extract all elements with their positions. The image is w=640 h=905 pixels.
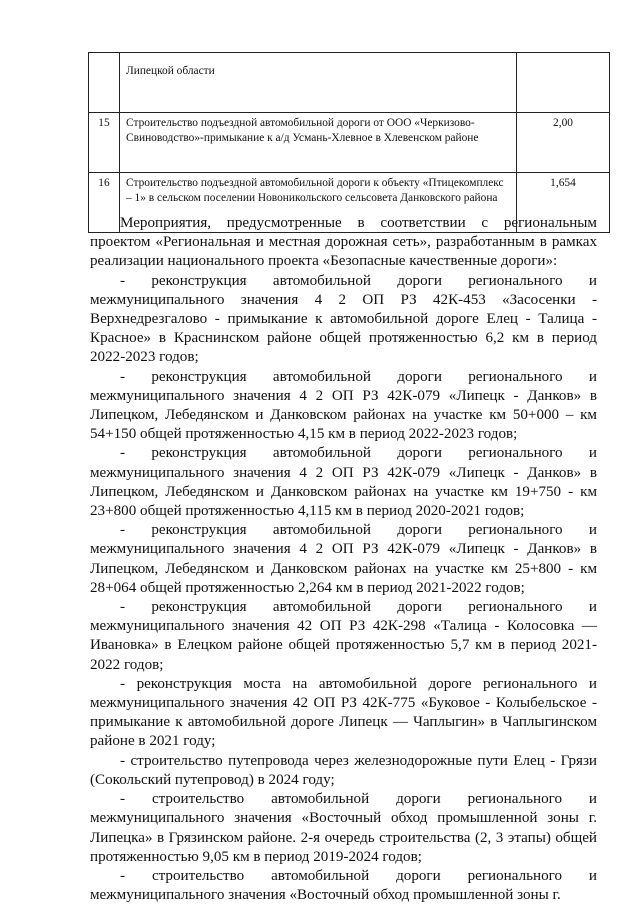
row-name: Строительство подъездной автомобильной дороги к объекту «Птицекомплекс – 1» в сельском поселении Новоникольского сельсовета Данковского района [120,173,517,233]
row-length: 1,654 [517,173,610,233]
row-number [89,53,120,113]
list-item: - реконструкция автомобильной дороги регионального и межмуниципального значения 4 2 ОП РЗ 42К-079 «Липецк - Данков» в Липецком, Лебедянском и Данковском районах на участке км 19+750 - км 23+800 общей протяженностью 4,115 км в период 2020-2021 годов; [90,445,597,520]
list-item: - строительство автомобильной дороги регионального и межмуниципального значения «Восточный обход промышленной зоны г. Липецка» в Грязинском районе. 2-я очередь строительства (2, 3 этапы) общей протяженностью 9,05 км в период 2019-2024 годов; [90,791,597,865]
table-row [89,53,610,113]
row-length [517,53,610,113]
row-number: 16 [89,173,120,233]
list-item: - строительство путепровода через железнодорожные пути Елец - Грязи (Сокольский путепровод) в 2024 году; [90,752,597,788]
row-name: Строительство подъездной автомобильной дороги от ООО «Черкизово-Свиноводство»-примыкание к а/д Усмань-Хлевное в Хлевенском районе [120,113,517,173]
projects-table [88,52,610,233]
list-item: - реконструкция автомобильной дороги регионального и межмуниципального значения 4 2 ОП РЗ 42К-079 «Липецк - Данков» в Липецком, Лебедянском и Данковском районах на участке км 25+800 - км 28+064 общей протяженностью 2,264 км в период 2021-2022 годов; [90,522,597,596]
list-item: - строительство автомобильной дороги регионального и межмуниципального значения «Восточный обход промышленной зоны г. [90,867,597,904]
table-row [89,113,610,173]
list-item: - реконструкция моста на автомобильной дороге регионального и межмуниципального значения 42 ОП РЗ 42К-775 «Буковое - Колыбельское - примыкание к автомобильной дороге Липецк — Чаплыгин» в Чаплыгинском районе в 2021 году; [90,675,597,750]
row-length: 2,00 [517,113,610,173]
list-item: - реконструкция автомобильной дороги регионального и межмуниципального значения 42 ОП РЗ 42К-298 «Талица - Колосовка — Ивановка» в Елецком районе общей протяженностью 5,7 км в период 2021-2022 годов; [90,599,597,673]
intro-paragraph: Мероприятия, предусмотренные в соответствии с региональным проектом «Региональная и местная дорожная сеть», разработанным в рамках реализации национального проекта «Безопасные качественные дороги»: [90,215,597,270]
list-item: - реконструкция автомобильной дороги регионального и межмуниципального значения 4 2 ОП РЗ 42К-079 «Липецк - Данков» в Липецком, Лебедянском и Данковском районах на участке км 50+000 – км 54+150 общей протяженностью 4,15 км в период 2022-2023 годов; [90,368,597,443]
list-item: - реконструкция автомобильной дороги регионального и межмуниципального значения 4 2 ОП РЗ 42К-453 «Засосенки - Верхнедрезгалово - примыкание к автомобильной дороге Елец - Талица - Красное» в Краснинском районе общей протяженностью 6,2 км в период 2022-2023 годов; [90,272,597,366]
row-number: 15 [89,113,120,173]
row-name: Липецкой области [120,53,517,113]
document-body [90,214,597,905]
